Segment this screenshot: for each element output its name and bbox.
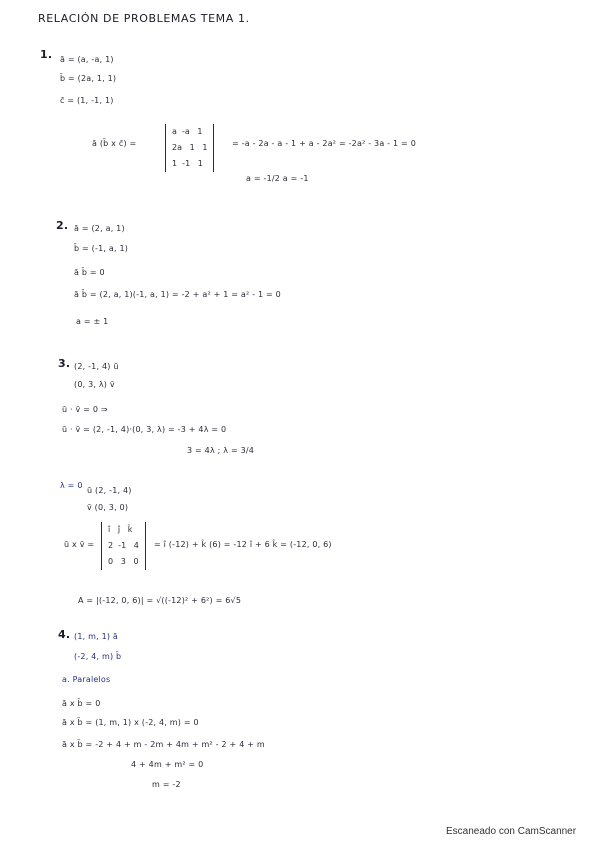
p1-solutions: a = -1/2 a = -1 bbox=[246, 174, 309, 183]
p4-quadratic: 4 + 4m + m² = 0 bbox=[131, 760, 204, 769]
p2-dot-expansion: ā b̄ = (2, a, 1)(-1, a, 1) = -2 + a² + 1 = a² - 1 = 0 bbox=[74, 290, 281, 299]
p1-determinant: a -a 1 2a 1 1 1 -1 1 bbox=[165, 124, 214, 172]
p3-vector-v: (0, 3, λ) v̄ bbox=[74, 380, 115, 389]
p1-vector-c: c̄ = (1, -1, 1) bbox=[60, 96, 114, 105]
p3-cross-determinant: î ĵ k̂ 2 -1 4 0 3 0 bbox=[101, 522, 146, 570]
p3-area: A = |(-12, 0, 6)| = √((-12)² + 6²) = 6√5 bbox=[78, 596, 242, 605]
p3-orthogonal-condition: ū · v̄ = 0 ⇒ bbox=[62, 405, 108, 414]
p4-vector-b: (-2, 4, m) b̄ bbox=[74, 652, 122, 661]
p2-solution: a = ± 1 bbox=[76, 317, 109, 326]
problem-1-number: 1. bbox=[40, 48, 53, 61]
p2-vector-a: ā = (2, a, 1) bbox=[74, 224, 125, 233]
problem-3-number: 3. bbox=[58, 357, 71, 370]
camscanner-watermark: Escaneado con CamScanner bbox=[446, 826, 577, 837]
p3-dot-expansion: ū · v̄ = (2, -1, 4)·(0, 3, λ) = -3 + 4λ = 0 bbox=[62, 425, 227, 434]
p3-cross-lhs: ū x v̄ = bbox=[64, 540, 95, 549]
problem-4-number: 4. bbox=[58, 628, 71, 641]
p3-vector-u-2: ū (2, -1, 4) bbox=[87, 486, 132, 495]
p4-part-a-heading: a. Paralelos bbox=[62, 675, 111, 684]
page-title: RELACIÓN DE PROBLEMAS TEMA 1. bbox=[38, 12, 250, 25]
p3-lambda-solution: 3 = 4λ ; λ = 3/4 bbox=[187, 446, 255, 455]
p1-expansion: = -a - 2a - a - 1 + a - 2a² = -2a² - 3a - 1 = 0 bbox=[232, 139, 416, 148]
p1-triple-product-lhs: ā (b̄ x c̄) = bbox=[92, 139, 137, 148]
p3-vector-u: (2, -1, 4) ū bbox=[74, 362, 119, 371]
p4-cross-expansion: ā x b̄ = -2 + 4 + m - 2m + 4m + m² - 2 + 4 + m bbox=[62, 740, 265, 749]
p3-cross-result: = î (-12) + k̂ (6) = -12 î + 6 k̂ = (-12, 0, 6) bbox=[154, 540, 332, 549]
p1-vector-b: b̄ = (2a, 1, 1) bbox=[60, 74, 117, 83]
p4-cross-setup: ā x b̄ = (1, m, 1) x (-2, 4, m) = 0 bbox=[62, 718, 199, 727]
p3-lambda-zero: λ = 0 bbox=[60, 481, 83, 490]
p3-vector-v-2: v̄ (0, 3, 0) bbox=[87, 503, 129, 512]
problem-2-number: 2. bbox=[56, 219, 69, 232]
p2-vector-b: b̄ = (-1, a, 1) bbox=[74, 244, 129, 253]
p4-parallel-condition: ā x b̄ = 0 bbox=[62, 699, 101, 708]
p2-dot-condition: ā b̄ = 0 bbox=[74, 268, 105, 277]
p1-vector-a: ā = (a, -a, 1) bbox=[60, 55, 114, 64]
p4-solution: m = -2 bbox=[152, 780, 181, 789]
p4-vector-a: (1, m, 1) ā bbox=[74, 632, 119, 641]
